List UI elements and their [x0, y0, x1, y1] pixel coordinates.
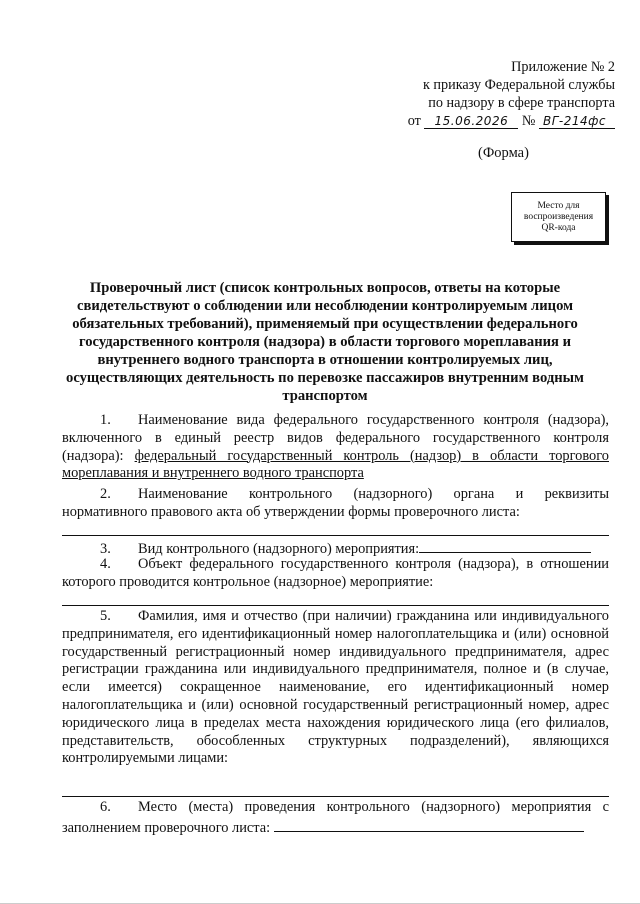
item-2-number: 2. [100, 486, 111, 502]
item-3-text: Вид контрольного (надзорного) мероприятия: [138, 541, 420, 557]
item-6-text: Место (места) проведения контрольного (надзорного) мероприятия с заполнением проверочного листа: [62, 799, 609, 836]
number-label: № [521, 113, 536, 129]
qr-box-line-1: Место для [537, 200, 580, 211]
document-title: Проверочный лист (список контрольных вопросов, ответы на которые свидетельствуют о соблюдении или несоблюдении контролируемым лицом обязательных требований), применяемый при осуществлении федерального государственного контроля (надзора) в области торгового мореплавания и внутреннего водного транспорта в отношении контролируемых лиц, осуществляющих деятельность по перевозке пассажиров внутренним водным транспортом [66, 280, 584, 404]
item-4-text: Объект федерального государственного контроля (надзора), в отношении которого проводится контрольное (надзорное) мероприятие: [62, 556, 609, 590]
item-3-number: 3. [100, 541, 111, 557]
item-3-fill-line[interactable] [419, 538, 591, 553]
handwritten-date: 15.06.2026 [424, 114, 518, 129]
item-6-number: 6. [100, 799, 111, 815]
qr-box-line-3: QR-кода [541, 222, 576, 233]
item-5-fill-line[interactable] [62, 796, 609, 797]
item-5 [62, 608, 609, 768]
item-2 [62, 486, 609, 522]
item-1-text: Наименование вида федерального государственного контроля (надзора), включенного в единый реестр видов федерального государственного контроля (надзора): [62, 412, 609, 464]
item-6-fill-line[interactable] [274, 817, 584, 832]
appendix-agency: по надзору в сфере транспорта [428, 95, 615, 111]
item-1 [62, 412, 609, 483]
form-label: (Форма) [478, 145, 529, 161]
appendix-date-line [408, 112, 615, 130]
appendix-header [408, 58, 615, 130]
item-1-number: 1. [100, 412, 111, 428]
item-1-value: федеральный государственный контроль (надзор) в области торгового мореплавания и внутреннего водного транспорта [62, 447, 609, 482]
appendix-number: Приложение № 2 [511, 59, 615, 75]
item-5-number: 5. [100, 608, 111, 624]
qr-code-placeholder [511, 192, 606, 242]
item-5-text: Фамилия, имя и отчество (при наличии) гражданина или индивидуального предпринимателя, его идентификационный номер налогоплательщика и (или) основной государственный регистрационный номер индивидуального предпринимателя, адрес регистрации гражданина или индивидуального предпринимателя, полное и (в случае, если имеется) сокращенное наименование, его идентификационный номер налогоплательщика и (или) основной государственный регистрационный номер, адрес юридического лица в пределах места нахождения юридического лица (его филиалов, представительств, обособленных структурных подразделений), являющихся контролируемыми лицами: [62, 608, 609, 767]
item-2-text: Наименование контрольного (надзорного) органа и реквизиты нормативного правового акта об утверждении формы проверочного листа: [62, 486, 609, 520]
handwritten-order-number: ВГ-214фс [539, 114, 615, 129]
item-6 [62, 799, 609, 838]
qr-box-line-2: воспроизведения [523, 211, 594, 222]
from-label: от [407, 113, 421, 129]
appendix-order-ref: к приказу Федеральной службы [422, 77, 615, 93]
item-2-fill-line[interactable] [62, 535, 609, 536]
item-4 [62, 556, 609, 592]
item-4-number: 4. [100, 556, 111, 572]
item-4-fill-line[interactable] [62, 605, 609, 606]
